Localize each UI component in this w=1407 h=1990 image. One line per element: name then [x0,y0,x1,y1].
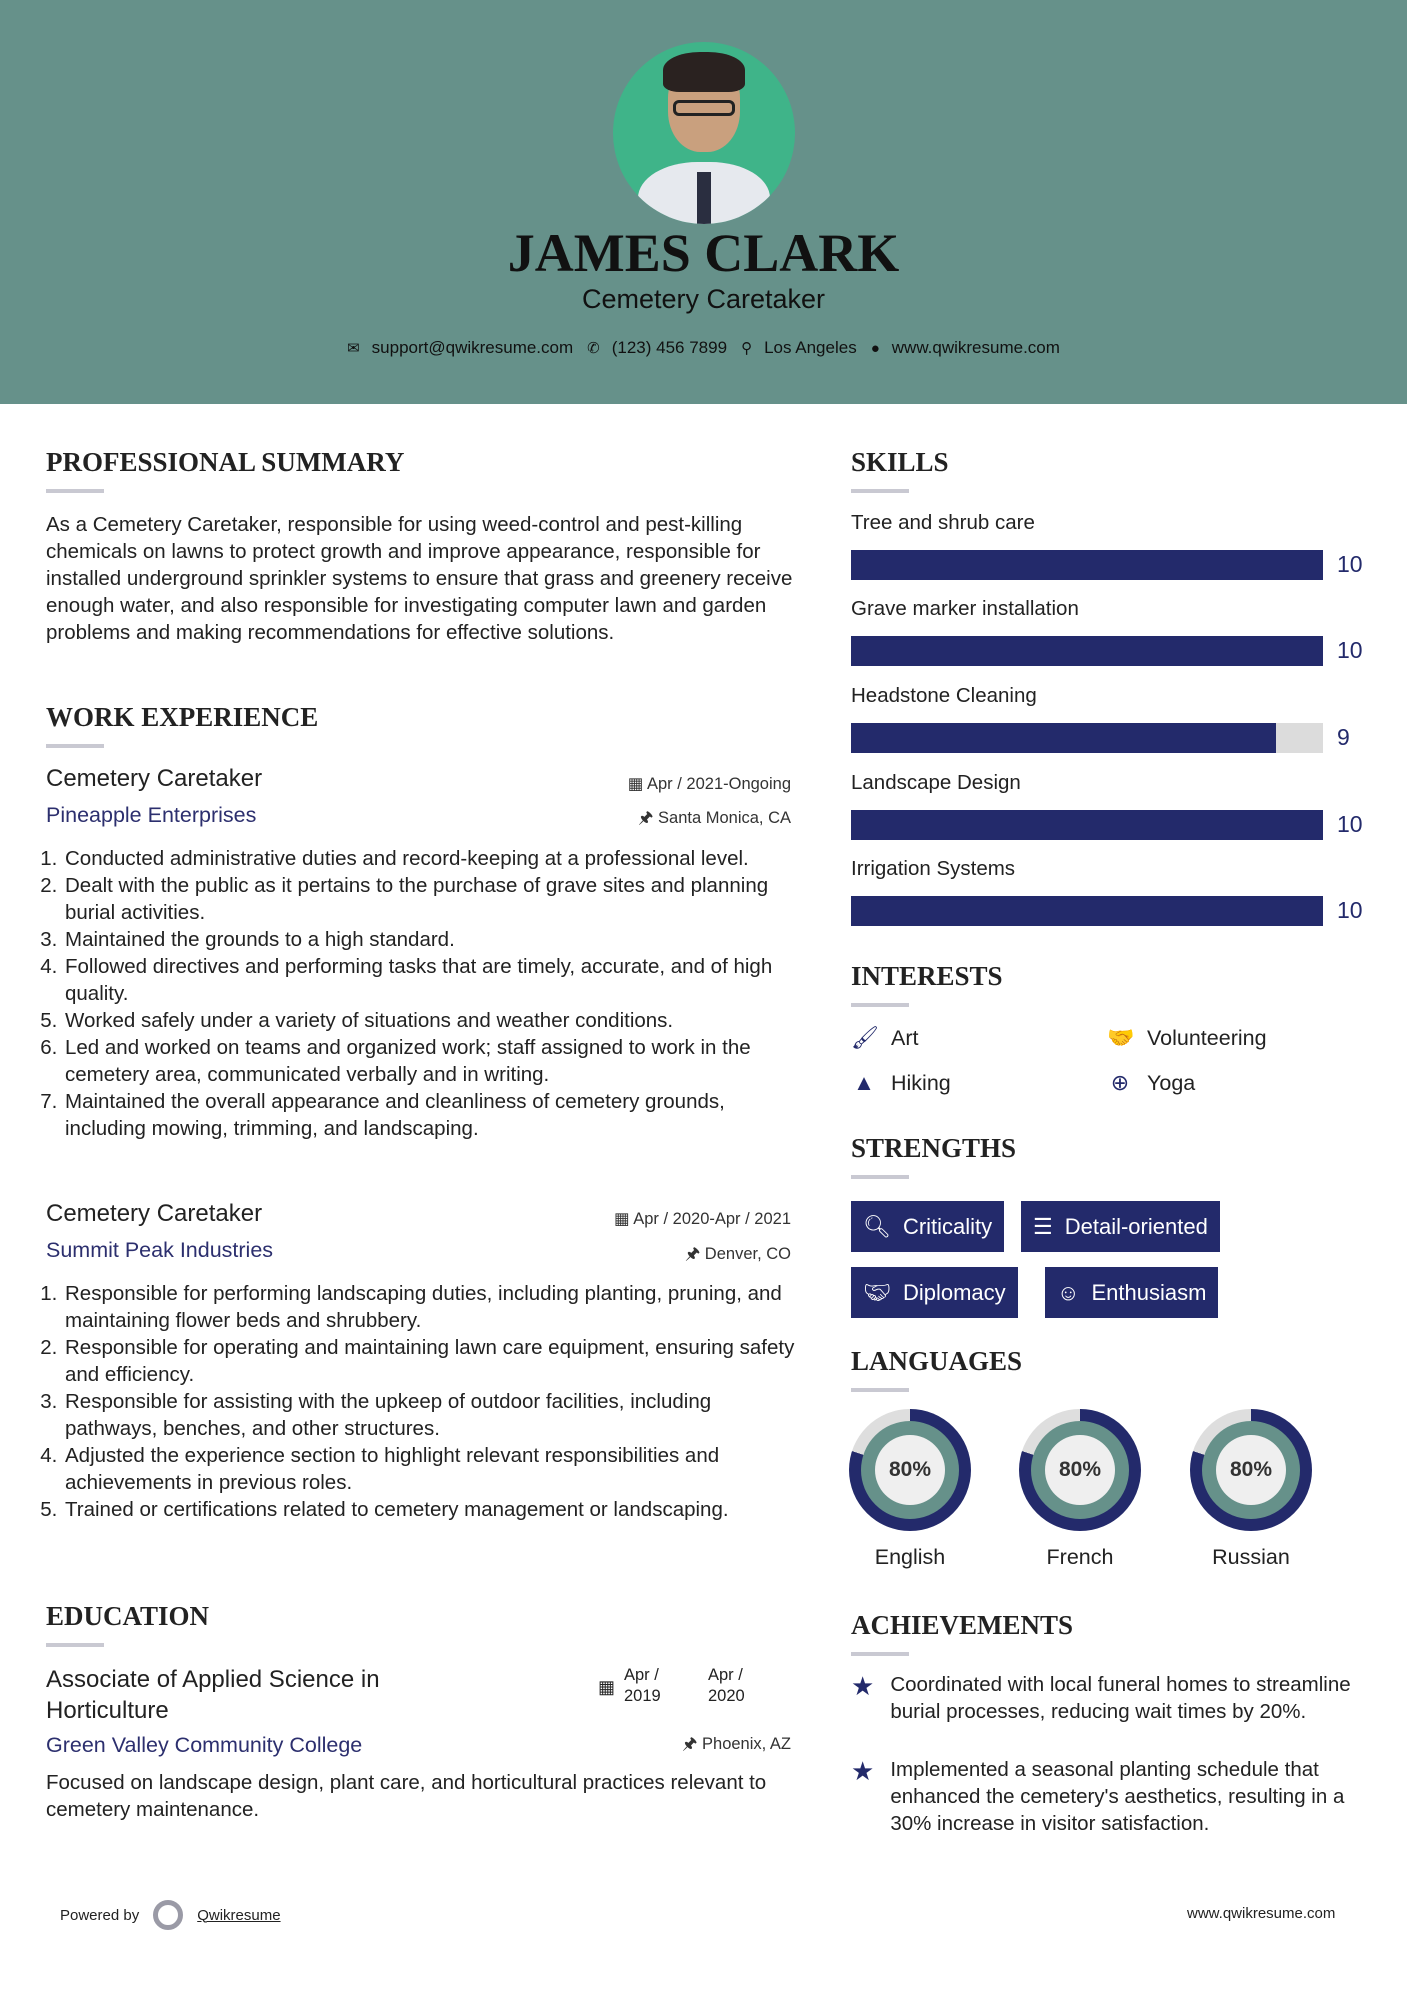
skills-heading: SKILLS [851,447,949,477]
language-label: French [1046,1545,1114,1569]
envelope-icon: ✉ [347,340,360,357]
paintbrush-icon: 🖌 [851,1025,879,1050]
skill-value: 10 [1337,811,1363,837]
footer-website[interactable]: www.qwikresume.com [1187,1905,1336,1922]
contact-email[interactable]: support@qwikresume.com [371,338,574,357]
brand-link[interactable]: Qwikresume [197,1906,281,1924]
language-donut [849,1409,971,1531]
degree-title: Associate of Applied Science in Horticulture [46,1666,380,1724]
section-divider [851,489,909,493]
skill-bar [851,723,1323,753]
section-divider [851,1175,909,1179]
skill-value: 10 [1337,637,1363,663]
pin-icon: 🖈 [638,809,659,827]
calendar-icon: ▦ [613,1210,634,1228]
pin-icon: 🖈 [684,1245,705,1263]
strength-chip: ☰ Detail-oriented [1021,1201,1220,1252]
interest-volunteering: 🤝 Volunteering [1107,1025,1267,1050]
contact-bar [0,338,1407,358]
work-heading: WORK EXPERIENCE [46,702,319,732]
star-icon: ★ [851,1671,875,1701]
qwikresume-logo-icon [153,1900,183,1930]
language-donut [1019,1409,1141,1531]
list-item: 3. Responsible for assisting with the upkeep of outdoor facilities, including pathways, benches, and other structures. [63,1388,796,1442]
skill-bar-fill [851,723,1276,753]
skill-bar-fill [851,896,1323,926]
list-icon: ☰ [1033,1213,1053,1239]
list-item: 2. Responsible for operating and maintaining lawn care equipment, ensuring safety and efficiency. [63,1334,796,1388]
skill-label: Landscape Design [851,771,1021,794]
search-icon: 🔍︎ [863,1213,891,1239]
candidate-title: Cemetery Caretaker [581,284,826,314]
interest-art: 🖌 Art [851,1025,919,1050]
list-item: 5. Trained or certifications related to cemetery management or landscaping. [63,1496,796,1523]
section-divider [46,1643,104,1647]
section-divider [851,1003,909,1007]
candidate-name: JAMES CLARK [507,223,900,283]
job-title: Cemetery Caretaker [46,1200,263,1227]
pin-icon: 🖈 [682,1735,703,1753]
strength-chip: 🤝︎ Diplomacy [851,1267,1018,1318]
languages-heading: LANGUAGES [851,1346,1023,1376]
achievements-heading: ACHIEVEMENTS [851,1610,1074,1640]
section-divider [46,744,104,748]
language-label: English [874,1545,946,1569]
calendar-icon: ▦ [627,775,647,793]
section-divider [46,489,104,493]
calendar-icon: ▦ [598,1677,616,1697]
job-bullets [46,845,796,1142]
education-heading: EDUCATION [46,1601,210,1631]
star-icon: ★ [851,1756,875,1786]
list-item: 4. Followed directives and performing tasks that are timely, accurate, and of high quality. [63,953,796,1007]
skill-bar-fill [851,636,1323,666]
education-location: 🖈 Phoenix, AZ [682,1735,791,1753]
education-start: Apr / 2019 [624,1666,661,1705]
language-donut [1190,1409,1312,1531]
job-company: Pineapple Enterprises [46,803,257,827]
job-title: Cemetery Caretaker [46,765,263,792]
list-item: 1. Responsible for performing landscaping duties, including planting, pruning, and maintaining flower beds and shrubbery. [63,1280,796,1334]
language-percent: 80% [1216,1435,1286,1505]
profile-photo [613,42,795,224]
job-location: 🖈 Santa Monica, CA [638,809,791,827]
globe-icon: ● [870,339,880,357]
skill-bar-fill [851,810,1323,840]
skill-bar [851,810,1323,840]
contact-phone: (123) 456 7899 [611,338,728,357]
skill-bar [851,896,1323,926]
lifebuoy-icon: ⊕ [1110,1070,1130,1095]
language-label: Russian [1212,1545,1290,1569]
summary-heading: PROFESSIONAL SUMMARY [46,447,405,477]
list-item: 7. Maintained the overall appearance and cleanliness of cemetery grounds, including mowing, trimming, and landscaping. [63,1088,796,1142]
job-company: Summit Peak Industries [46,1238,274,1262]
strength-chip: 🔍︎ Criticality [851,1201,1004,1252]
language-percent: 80% [875,1435,945,1505]
list-item: 6. Led and worked on teams and organized work; staff assigned to work in the cemetery area, communicated verbally and in writing. [63,1034,796,1088]
job-bullets [46,1280,796,1523]
strength-chip: ☺ Enthusiasm [1045,1267,1218,1318]
section-divider [851,1652,909,1656]
skill-label: Tree and shrub care [851,511,1035,534]
smile-icon: ☺ [1057,1279,1080,1305]
strengths-heading: STRENGTHS [851,1133,1017,1163]
job-dates: ▦ Apr / 2021-Ongoing [627,775,791,793]
achievement-item: ★ Implemented a seasonal planting schedule that enhanced the cemetery's aesthetics, resulting in a 30% increase in visitor satisfaction. [851,1756,1345,1835]
list-item: 5. Worked safely under a variety of situations and weather conditions. [63,1007,796,1034]
list-item: 1. Conducted administrative duties and record-keeping at a professional level. [63,845,796,872]
section-divider [851,1388,909,1392]
interests-heading: INTERESTS [851,961,1003,991]
skill-bar-fill [851,550,1323,580]
achievement-item: ★ Coordinated with local funeral homes to streamline burial processes, reducing wait times by 20%. [851,1671,1351,1723]
footer-powered-by: Powered by Qwikresume [60,1900,281,1930]
phone-icon: ✆ [587,340,600,357]
tree-icon: ▲ [853,1070,875,1095]
list-item: 3. Maintained the grounds to a high standard. [63,926,796,953]
skill-bar [851,636,1323,666]
skill-label: Headstone Cleaning [851,684,1037,707]
interest-yoga: ⊕ Yoga [1107,1070,1195,1096]
list-item: 4. Adjusted the experience section to highlight relevant responsibilities and achievements in previous roles. [63,1442,796,1496]
language-percent: 80% [1045,1435,1115,1505]
summary-text: As a Cemetery Caretaker, responsible for using weed-control and pest-killing chemicals on lawns to protect growth and improve appearance, responsible for installed underground sprinkler systems to ensure that grass and greenery receive enough water, and also responsible for investigating computer lawn and garden problems and making recommendations for effective solutions. [46,513,793,644]
skill-bar [851,550,1323,580]
contact-website[interactable]: www.qwikresume.com [891,338,1060,357]
contact-location: Los Angeles [764,338,857,357]
skill-value: 10 [1337,897,1363,923]
skill-value: 9 [1337,724,1350,750]
list-item: 2. Dealt with the public as it pertains to the purchase of grave sites and planning burial activities. [63,872,796,926]
skill-value: 10 [1337,551,1363,577]
handshake-icon: 🤝 [1107,1025,1135,1050]
skill-label: Irrigation Systems [851,857,1016,880]
job-dates: ▦ Apr / 2020-Apr / 2021 [613,1210,791,1228]
education-description: Focused on landscape design, plant care, and horticultural practices relevant to cemetery maintenance. [46,1771,767,1821]
skill-label: Grave marker installation [851,597,1079,620]
education-end: Apr / 2020 [708,1666,745,1705]
location-pin-icon: ⚲ [741,340,753,357]
job-location: 🖈 Denver, CO [684,1245,791,1263]
interest-hiking: ▲ Hiking [851,1070,951,1096]
school-name: Green Valley Community College [46,1733,363,1757]
handshake-icon: 🤝︎ [863,1279,891,1305]
